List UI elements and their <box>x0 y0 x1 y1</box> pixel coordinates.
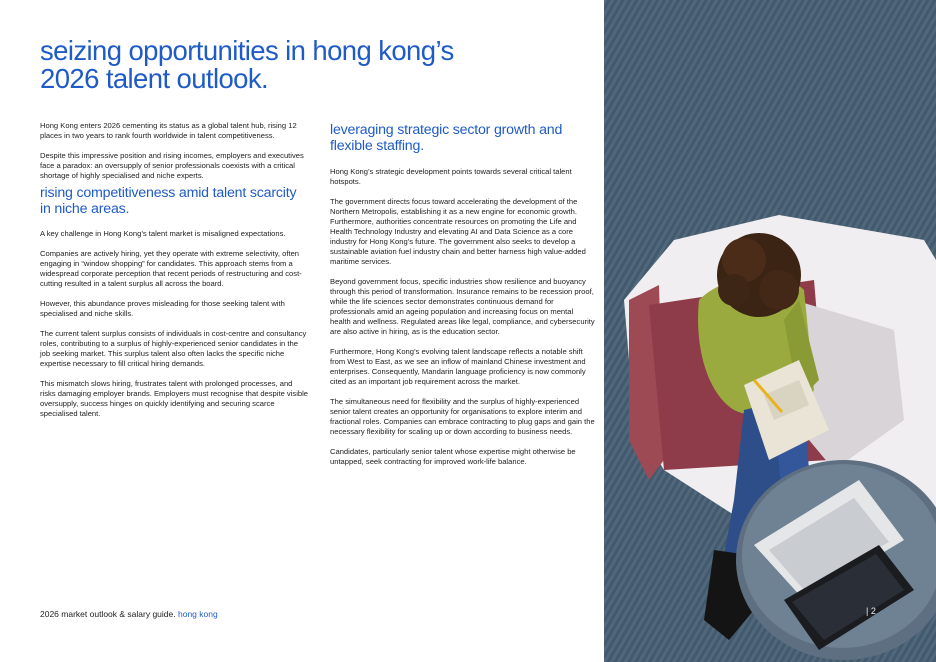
left-column <box>40 121 308 429</box>
body-paragraph: The government directs focus toward accelerating the development of the Northern Metropolis, establishing it as a new engine for economic growth. Furthermore, authorities concentrate resources on promoting the Life and Health Technology Industry and elevating AI and Data Science as a core industry for Hong Kong’s future. The government also seeks to develop a sustainable aviation fuel industry chain and better harness high value-added maritime services. <box>330 197 586 266</box>
body-paragraph: Furthermore, Hong Kong’s evolving talent landscape reflects a notable shift from West to East, as we see an inflow of mainland Chinese investment and enterprises. Consequently, Mandarin language proficiency is now commonly cited as an important job requirement across the market. <box>330 347 586 386</box>
section-heading-competitiveness: rising competitiveness amid talent scarcity in niche areas. <box>40 185 297 217</box>
intro-paragraph: Despite this impressive position and rising incomes, employers and executives face a paradox: an oversupply of senior professionals coexists with a critical shortage of highly specialised and niche experts. <box>40 151 304 180</box>
right-column <box>330 122 595 477</box>
page-title-line-2: 2026 talent outlook. <box>40 63 269 94</box>
page-title-line-1: seizing opportunities in hong kong’s <box>40 35 454 66</box>
photo-illustration <box>604 0 936 662</box>
page-title <box>40 37 454 93</box>
body-paragraph: Candidates, particularly senior talent whose expertise might otherwise be untapped, seek contracting for improved work-life balance. <box>330 447 576 466</box>
body-paragraph: This mismatch slows hiring, frustrates talent with prolonged processes, and risks damaging employer brands. Employers must recognise that despite visible oversupply, success hinges on quickly identifying and securing scarce specialised talent. <box>40 379 309 418</box>
body-paragraph: A key challenge in Hong Kong’s talent market is misaligned expectations. <box>40 229 286 238</box>
body-paragraph: The simultaneous need for flexibility and the surplus of highly-experienced senior talent creates an opportunity for organisations to explore interim and fractional roles. Companies can embrace contracting to plug gaps and gain the necessary flexibility for scaling up or down according to business needs. <box>330 397 595 436</box>
body-paragraph: However, this abundance proves misleading for those seeking talent with specialised and niche skills. <box>40 299 285 318</box>
page-number: | 2 <box>866 606 876 616</box>
footer <box>40 609 218 619</box>
footer-text: 2026 market outlook & salary guide. <box>40 609 176 619</box>
body-paragraph: Hong Kong’s strategic development points towards several critical talent hotspots. <box>330 167 572 186</box>
body-paragraph: The current talent surplus consists of individuals in cost-centre and consultancy roles, contributing to a surplus of highly-experienced senior candidates in the job seeking market. This surplus talent also often lacks the specific niche expertise necessary to fill critical hiring demands. <box>40 329 307 368</box>
section-heading-strategic-growth: leveraging strategic sector growth and flexible staffing. <box>330 122 563 154</box>
footer-location: hong kong <box>177 609 218 619</box>
body-paragraph: Beyond government focus, specific industries show resilience and buoyancy through this period of transformation. Insurance remains to be recession proof, while the life sciences sector demonstrates continuous demand for professionals amid an ageing population and increasing focus on mental health and wellness. Regulated areas like legal, compliance, and cybersecurity are also active in hiring, as is the education sector. <box>330 277 595 336</box>
body-paragraph: Companies are actively hiring, yet they operate with extreme selectivity, often engaging in “window shopping” for candidates. This approach stems from a widespread corporate perception that recent periods of restructuring and cost-cutting resulted in a talent surplus all across the board. <box>40 249 302 288</box>
intro-paragraph: Hong Kong enters 2026 cementing its status as a global talent hub, rising 12 places in two years to rank fourth worldwide in talent competitiveness. <box>40 121 297 140</box>
cover-photo <box>604 0 936 662</box>
